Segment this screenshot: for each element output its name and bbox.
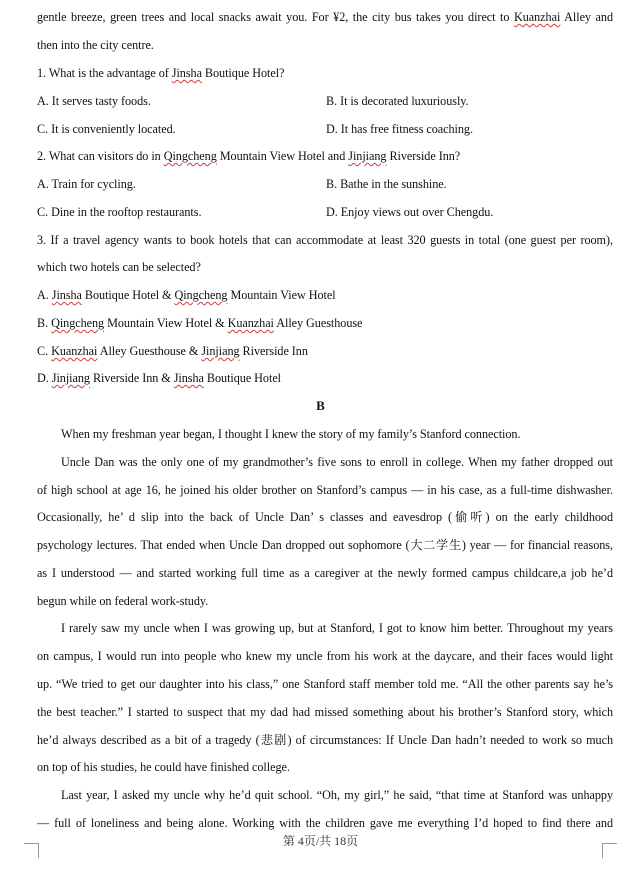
question-3-option-b: B. Qingcheng Mountain View Hotel & Kuanzhai Alley Guesthouse xyxy=(37,316,363,330)
question-1-option-d: D. It has free fitness coaching. xyxy=(326,122,473,136)
spell-flag: Kuanzhai xyxy=(227,316,274,330)
section-heading: B xyxy=(316,398,325,413)
passage-line: on campus, I would run into people who knew my uncle from his work at the daycare, and their faces would light xyxy=(37,649,613,663)
question-2-option-d: D. Enjoy views out over Chengdu. xyxy=(326,205,494,219)
spell-flag: Jinsha xyxy=(171,66,202,80)
spell-flag: Jinsha xyxy=(173,371,204,385)
passage-line: — full of loneliness and being alone. Working with the children gave me everything I’d hoped to find there and xyxy=(37,816,613,830)
question-1-stem: 1. What is the advantage of Jinsha Boutique Hotel? xyxy=(37,66,285,80)
intro-line-1: gentle breeze, green trees and local snacks await you. For ¥2, the city bus takes you direct to Kuanzhai Alley and xyxy=(37,10,613,24)
passage-line: the best teacher.” I started to suspect that my dad had missed something about his brother’s Stanford story, which xyxy=(37,705,613,719)
spell-flag: Qingcheng xyxy=(163,149,217,163)
question-2-stem: 2. What can visitors do in Qingcheng Mountain View Hotel and Jinjiang Riverside Inn? xyxy=(37,149,461,163)
question-3-option-a: A. Jinsha Boutique Hotel & Qingcheng Mountain View Hotel xyxy=(37,288,336,302)
question-1-option-c: C. It is conveniently located. xyxy=(37,122,176,136)
question-2-option-b: B. Bathe in the sunshine. xyxy=(326,177,447,191)
question-1-option-b: B. It is decorated luxuriously. xyxy=(326,94,469,108)
passage-line: When my freshman year began, I thought I knew the story of my family’s Stanford connection. xyxy=(61,427,521,441)
passage-line: Uncle Dan was the only one of my grandmother’s five sons to enroll in college. When my father dropped out xyxy=(61,455,613,469)
spell-flag: Jinjiang xyxy=(201,344,240,358)
passage-line: on top of his studies, he could have finished college. xyxy=(37,760,290,774)
passage-line: of high school at age 16, he joined his older brother on Stanford’s campus — in his case, as a full-time dishwasher. xyxy=(37,483,613,497)
question-2-option-a: A. Train for cycling. xyxy=(37,177,136,191)
page-corner-mark xyxy=(24,843,39,858)
passage-line: he’d always described as a bit of a tragedy (悲剧) of circumstances: If Uncle Dan hadn’t needed to work so much xyxy=(37,733,613,747)
spell-flag: Jinjiang xyxy=(51,371,90,385)
intro-line-2: then into the city centre. xyxy=(37,38,154,52)
passage-line: Occasionally, he’ d slip into the back of Uncle Dan’ s classes and eavesdrop (偷听) on the early childhood xyxy=(37,510,613,524)
question-3-stem-line-2: which two hotels can be selected? xyxy=(37,260,201,274)
spell-flag: Qingcheng xyxy=(174,288,228,302)
spell-flag: Kuanzhai xyxy=(51,344,98,358)
spell-flag: Jinsha xyxy=(51,288,82,302)
question-3-option-d: D. Jinjiang Riverside Inn & Jinsha Boutique Hotel xyxy=(37,371,282,385)
question-3-option-c: C. Kuanzhai Alley Guesthouse & Jinjiang Riverside Inn xyxy=(37,344,308,358)
question-3-stem-line-1: 3. If a travel agency wants to book hotels that can accommodate at least 320 guests in total (one guest per room), xyxy=(37,233,613,247)
passage-line: up. “We tried to get our daughter into his class,” one Stanford staff member told me. “All the other parents say he’s xyxy=(37,677,613,691)
passage-line: as I understood — and started working full time as a caregiver at the newly formed campus childcare,a job he’d xyxy=(37,566,613,580)
passage-line: begun while on federal work-study. xyxy=(37,594,209,608)
passage-line: Last year, I asked my uncle why he’d quit school. “Oh, my girl,” he said, “that time at Stanford was unhappy xyxy=(61,788,613,802)
spell-flag: Qingcheng xyxy=(51,316,105,330)
passage-line: psychology lectures. That ended when Uncle Dan dropped out sophomore (大二学生) year — for financial reasons, xyxy=(37,538,613,552)
question-2-option-c: C. Dine in the rooftop restaurants. xyxy=(37,205,202,219)
page-corner-mark xyxy=(602,843,617,858)
page-number-footer: 第 4页/共 18页 xyxy=(282,834,359,848)
question-1-option-a: A. It serves tasty foods. xyxy=(37,94,151,108)
passage-line: I rarely saw my uncle when I was growing up, but at Stanford, I got to know him better. Throughout my years xyxy=(61,621,613,635)
spell-flag: Kuanzhai xyxy=(513,10,561,24)
spell-flag: Jinjiang xyxy=(348,149,387,163)
